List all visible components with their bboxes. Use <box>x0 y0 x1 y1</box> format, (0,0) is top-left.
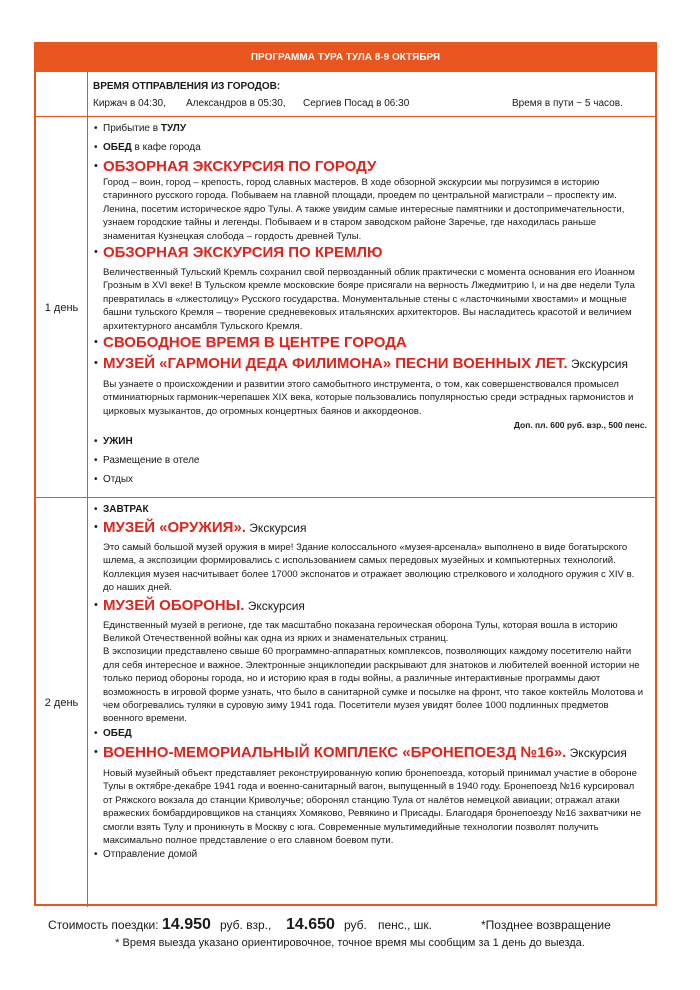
weapons-museum-title: МУЗЕЙ «ОРУЖИЯ». <box>103 519 246 536</box>
departure-kirzhach: Киржач в 04:30, <box>93 98 166 109</box>
arrival-text: Прибытие в <box>103 123 161 134</box>
lunch-item <box>93 141 647 154</box>
free-time-title: СВОБОДНОЕ ВРЕМЯ В ЦЕНТРЕ ГОРОДА <box>103 334 407 352</box>
city-tour-text: Город – воин, город – крепость, город славных мастеров. В ходе обзорной экскурсии мы погрузимся в историю старинного русского города. Побываем на главной площади, проедем по центральной магистрали – проспекту им. Ленина, посетим историческое ядро Тулы. А также увидим самые интересные памятники и достопримечательности, узнаем городские тайны и легенды. Побываем и в старом заводском районе Заречье, где находилась раньше знаменитая Кузнецкая слобода – гордость древней Тулы. <box>103 177 625 242</box>
day1-row <box>36 116 655 498</box>
departure-row <box>36 71 655 117</box>
weapons-museum-item <box>93 518 647 538</box>
city-tour-title: ОБЗОРНАЯ ЭКСКУРСИЯ ПО ГОРОДУ <box>103 158 377 175</box>
travel-time: Время в пути ~ 5 часов. <box>512 98 623 109</box>
program-title: ПРОГРАММА ТУРА ТУЛА 8-9 ОКТЯБРЯ <box>36 44 655 71</box>
day2-label: 2 день <box>36 498 88 907</box>
lunch-text: в кафе города <box>131 142 201 153</box>
armored-train-item <box>93 743 647 763</box>
time-disclaimer: * Время выезда указано ориентировочное, точное время мы сообщим за 1 день до выезда. <box>115 937 585 949</box>
departure-day-cell <box>36 72 88 117</box>
harmonica-museum-item <box>93 354 647 374</box>
dinner-item <box>93 435 647 448</box>
lunch2-item <box>93 727 647 740</box>
day1-label: 1 день <box>36 117 88 498</box>
cost-line <box>48 916 668 936</box>
adult-price: 14.950 <box>162 916 211 933</box>
cost-label: Стоимость поездки: <box>48 918 159 932</box>
kremlin-tour-title: ОБЗОРНАЯ ЭКСКУРСИЯ ПО КРЕМЛЮ <box>103 244 383 262</box>
kremlin-tour-item <box>93 243 647 262</box>
defense-museum-text-2: В экспозиции представлено свыше 60 программно-аппаратных комплексов, позволяющих каждому посетителю найти для себя интересное и важное. Электронные энциклопедии раскрывают для знатоков и любителей военной истории не только период обороны города, но и историю края в годы войны, а различные интерактивные программы дают возможность в игровой форме узнать, что было в санитарной сумке и посылке на фронт, что такое коктейль Молотова и чем обогревались туляки в суровую зиму 1941 года. Посетители музея увидят более 1000 подлинных предметов военного времени. <box>103 646 644 725</box>
breakfast-label: ЗАВТРАК <box>103 504 149 515</box>
departure-sergiev: Сергиев Посад в 06:30 <box>303 98 410 109</box>
harmonica-price: Доп. пл. 600 руб. взр., 500 пенс. <box>513 420 647 431</box>
rest-item: • Отдых <box>93 473 647 486</box>
defense-museum-text-1: Единственный музей в регионе, где так масштабно показана героическая оборона Тулы, которая вошла в историю Великой Отечественной войны как одна из ярких и знаменательных страниц. <box>103 619 618 645</box>
arrival-item <box>93 122 647 135</box>
armored-train-tag: Экскурсия <box>566 745 627 760</box>
city-tour-item <box>93 157 647 176</box>
armored-train-text: Новый музейный объект представляет реконструированную копию бронепоезда, который принимал участие в обороне Тулы в октябре-декабре 1941 года и военно-санитарный вагон, выпущенный в 1940 году. Бронепоезд №16 курсировал от Ряжского вокзала до станции Криволучье; оборонял станцию Тула от налётов немецкой авиации; отражал атаки вражеских бомбардировщиков на станциях Хомяково, Ревякино и Присады. Благодаря бронепоезду №16 захватчики не смогли взять Тулу и проникнуть в Москву с юга. Современные мультимедийные технологии позволят получить максимально полное представление о его славном боевом пути. <box>103 767 642 846</box>
departure-content <box>88 72 655 117</box>
weapons-excursion-tag: Экскурсия <box>245 521 307 535</box>
pensioner-tail: пенс., шк. <box>378 918 433 932</box>
harmonica-excursion-tag: Экскурсия <box>567 357 628 372</box>
pensioner-unit: руб. <box>344 918 367 932</box>
departure-heading: ВРЕМЯ ОТПРАВЛЕНИЯ ИЗ ГОРОДОВ: <box>93 81 281 92</box>
dinner-label: УЖИН <box>103 436 133 448</box>
free-time-item <box>93 333 647 352</box>
hotel-item: • Размещение в отеле <box>93 454 647 467</box>
adult-unit: руб. взр., <box>220 918 272 932</box>
defense-excursion-tag: Экскурсия <box>244 598 305 613</box>
lunch2-label: ОБЕД <box>103 727 132 739</box>
kremlin-tour-text: Величественный Тульский Кремль сохранил свой первозданный облик практически с момента основания его Иоанном Грозным в XVI веке! В Тульском кремле московские бояре присягали на верность Лжедмитрию I, и на две недели Тула превратилась в «лжестолицу» Русского государства. Монументальные стены с «ласточкиными хвостами» и мощные башни тульского Кремля – творение средневековых итальянских архитекторов. Вы насладитесь красотой и величием архитектурного ансамбля Тульского Кремля. <box>103 267 635 332</box>
departure-alexandrov: Александров в 05:30, <box>186 98 286 109</box>
program-table <box>34 42 657 906</box>
late-return-note: *Позднее возвращение <box>481 918 611 932</box>
breakfast-item <box>93 503 647 516</box>
weapons-museum-text: Это самый большой музей оружия в мире! Здание колоссального «музея-арсенала» выполнено в виде богатырского шлема, а экспозиции формировались с использованием самых передовых музейных и компьютерных технологий. Коллекция музея насчитывает более 17000 экспонатов и отражает эволюцию стрелкового и холодного оружия с XIV в. до наших дней. <box>103 542 635 594</box>
defense-museum-item <box>93 596 647 616</box>
departure-home-item: • Отправление домой <box>93 848 647 861</box>
day2-content <box>88 498 655 907</box>
harmonica-museum-title: МУЗЕЙ «ГАРМОНИ ДЕДА ФИЛИМОНА» ПЕСНИ ВОЕННЫХ ЛЕТ. <box>103 355 568 373</box>
day1-content <box>88 117 655 498</box>
defense-museum-title: МУЗЕЙ ОБОРОНЫ. <box>103 596 245 614</box>
pensioner-price: 14.650 <box>286 916 335 933</box>
harmonica-museum-text: Вы узнаете о происхождении и развитии этого самобытного инструмента, о том, как совершенствовался промысел отминиатюрных гармоник-черепашек XIX века, которые пользовались популярностью среди эстрадных гармонистов и цирковых музыкантов, до огромных концертных баянов и аккордеонов. <box>103 379 634 417</box>
departure-times <box>93 98 647 111</box>
day2-row <box>36 497 655 907</box>
armored-train-title: ВОЕННО-МЕМОРИАЛЬНЫЙ КОМПЛЕКС «БРОНЕПОЕЗД №16». <box>103 743 567 761</box>
lunch-label: ОБЕД <box>103 142 132 153</box>
arrival-city: ТУЛУ <box>160 123 187 134</box>
